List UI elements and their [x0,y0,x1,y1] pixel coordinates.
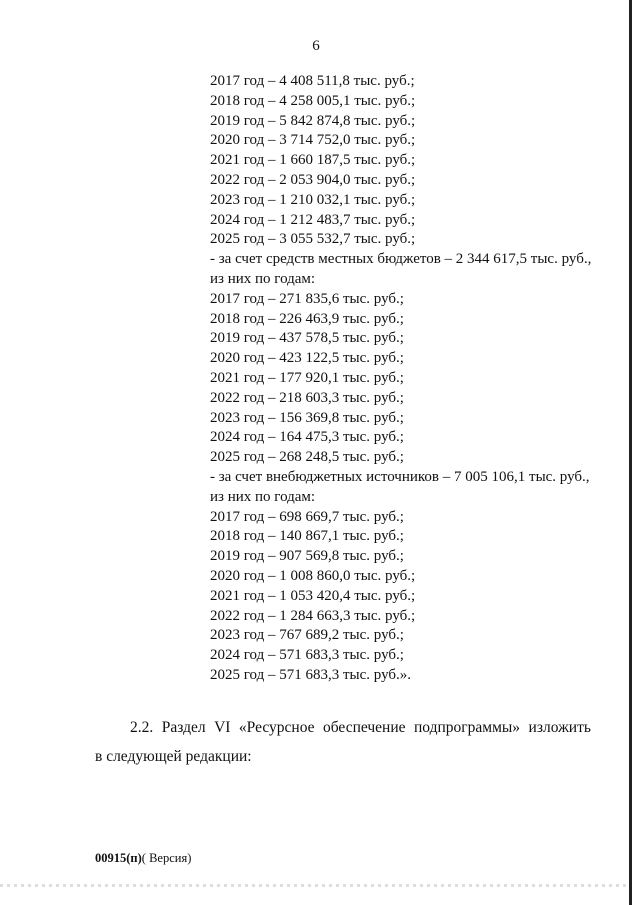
list-line: 2023 год – 1 210 032,1 тыс. руб.; [210,191,416,208]
section-paragraph [95,718,591,738]
list-line: 2021 год – 1 660 187,5 тыс. руб.; [210,152,416,169]
list-line: 2018 год – 226 463,9 тыс. руб.; [210,310,404,327]
footer-code: 00915(п) [95,851,142,865]
list-line: 2020 год – 423 122,5 тыс. руб.; [210,350,404,367]
list-line: 2024 год – 571 683,3 тыс. руб.; [210,647,404,664]
list-line: 2021 год – 177 920,1 тыс. руб.; [210,369,404,386]
list-line: 2022 год – 1 284 663,3 тыс. руб.; [210,607,416,624]
scan-artifact-line [0,884,632,887]
section-word: Раздел [161,719,206,736]
list-line: 2025 год – 571 683,3 тыс. руб.». [210,666,412,683]
list-line: 2023 год – 767 689,2 тыс. руб.; [210,627,404,644]
list-line: 2024 год – 1 212 483,7 тыс. руб.; [210,211,416,228]
list-line: 2020 год – 3 714 752,0 тыс. руб.; [210,132,416,149]
list-line: - за счет внебюджетных источников – 7 005 106,1 тыс. руб., [210,468,590,485]
list-line: 2022 год – 218 603,3 тыс. руб.; [210,389,404,406]
list-line: 2023 год – 156 369,8 тыс. руб.; [210,409,404,426]
list-line: 2017 год – 271 835,6 тыс. руб.; [210,290,404,307]
list-line: - за счет средств местных бюджетов – 2 344 617,5 тыс. руб., [210,251,592,268]
list-line: 2025 год – 268 248,5 тыс. руб.; [210,449,404,466]
list-line: 2019 год – 907 569,8 тыс. руб.; [210,548,404,565]
section-paragraph-second-line: в следующей редакции: [95,748,252,765]
list-line: 2017 год – 698 669,7 тыс. руб.; [210,508,404,525]
list-line: из них по годам: [210,270,316,287]
list-line: 2024 год – 164 475,3 тыс. руб.; [210,429,404,446]
section-word: подпрограммы» [414,719,521,736]
section-word: 2.2. [130,719,154,736]
section-word: обеспечение [323,719,406,736]
list-line: 2018 год – 140 867,1 тыс. руб.; [210,528,404,545]
section-word: VI [214,719,231,736]
page-number: 6 [312,38,320,54]
list-line: 2020 год – 1 008 860,0 тыс. руб.; [210,567,416,584]
footer [95,851,191,866]
list-line: 2021 год – 1 053 420,4 тыс. руб.; [210,587,416,604]
list-line: 2018 год – 4 258 005,1 тыс. руб.; [210,92,416,109]
list-line: 2025 год – 3 055 532,7 тыс. руб.; [210,231,416,248]
list-line: 2019 год – 5 842 874,8 тыс. руб.; [210,112,416,129]
section-word: изложить [528,719,591,736]
section-word: «Ресурсное [238,719,315,736]
list-line: 2019 год – 437 578,5 тыс. руб.; [210,330,404,347]
section-paragraph-first-line [95,718,591,738]
funding-list [210,72,600,686]
list-line: 2017 год – 4 408 511,8 тыс. руб.; [210,73,415,89]
list-line: из них по годам: [210,488,316,505]
footer-version: ( Версия) [141,851,192,865]
list-line: 2022 год – 2 053 904,0 тыс. руб.; [210,171,416,188]
